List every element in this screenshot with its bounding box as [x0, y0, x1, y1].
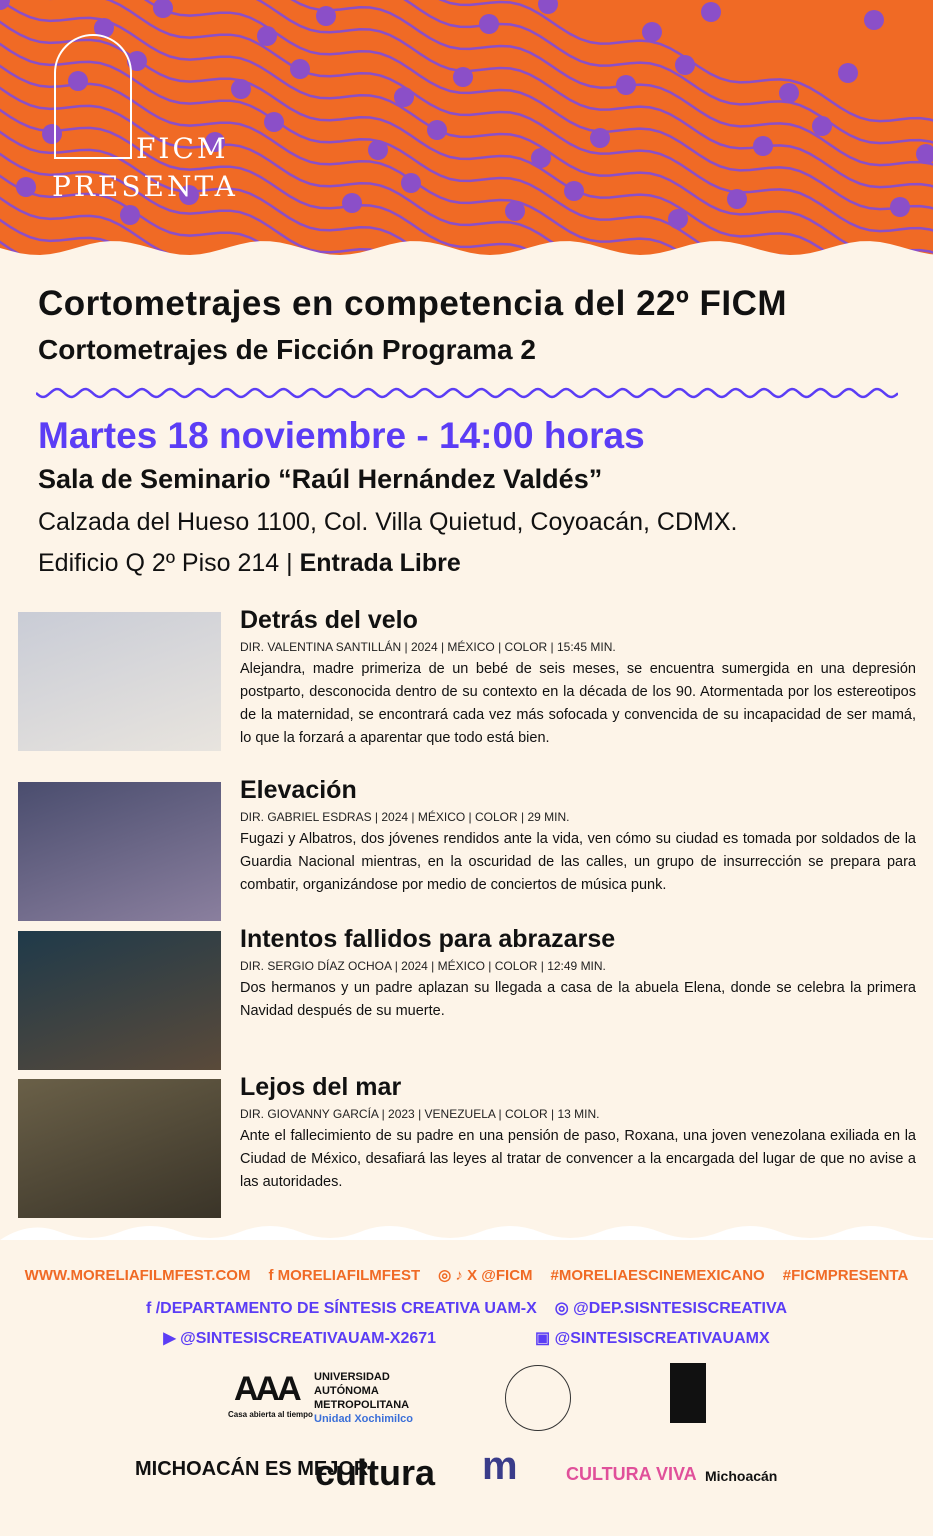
uam-line3: METROPOLITANA	[314, 1399, 410, 1411]
event-venue: Sala de Seminario “Raúl Hernández Valdés”	[38, 464, 603, 494]
film-title: Elevación	[240, 776, 357, 804]
film-still	[18, 782, 221, 921]
film-credits: DIR. VALENTINA SANTILLÁN | 2024 | MÉXICO | COLOR | 15:45 MIN.	[240, 640, 616, 654]
social-handle[interactable]: ◎ ♪ X @FICM	[438, 1267, 533, 1284]
instagram-link[interactable]: ◎ @DEP.SISNTESISCREATIVA	[554, 1300, 788, 1317]
event-building	[38, 549, 461, 578]
facebook-link[interactable]: f MORELIAFILMFEST	[268, 1267, 421, 1284]
film-credits: DIR. GIOVANNY GARCÍA | 2023 | VENEZUELA | COLOR | 13 MIN.	[240, 1107, 600, 1121]
film-still	[18, 931, 221, 1070]
film-synopsis: Dos hermanos y un padre aplazan su llegada a casa de la abuela Elena, donde se celebra la primera Navidad después de su muerte.	[240, 980, 916, 1019]
event-address: Calzada del Hueso 1100, Col. Villa Quietud, Coyoacán, CDMX.	[38, 508, 738, 536]
film-title: Intentos fallidos para abrazarse	[240, 925, 616, 953]
film-item	[18, 606, 918, 752]
social-row-2	[0, 1298, 933, 1318]
film-credits: DIR. GABRIEL ESDRAS | 2024 | MÉXICO | COLOR | 29 MIN.	[240, 810, 570, 824]
durango-logo	[670, 1363, 706, 1423]
page-subtitle: Cortometrajes de Ficción Programa 2	[38, 334, 536, 365]
event-date: Martes 18 noviembre - 14:00 horas	[38, 415, 645, 456]
social-row-3	[0, 1328, 933, 1348]
uam-tag: Casa abierta al tiempo	[228, 1410, 313, 1419]
cultura-viva-logo: CULTURA VIVA	[566, 1464, 697, 1484]
film-item	[18, 1073, 918, 1219]
film-item	[18, 925, 918, 1071]
michoacan-logo: Michoacán	[705, 1468, 778, 1484]
uam-line1: UNIVERSIDAD	[314, 1371, 390, 1383]
uam-line2: AUTÓNOMA	[314, 1385, 379, 1397]
film-title: Lejos del mar	[240, 1073, 402, 1101]
wave-divider	[36, 385, 898, 401]
youtube-link[interactable]: ▶ @SINTESISCREATIVAUAM-X2671	[163, 1330, 437, 1347]
film-item	[18, 776, 918, 922]
hashtag: #MORELIAESCINEMEXICANO	[550, 1267, 765, 1284]
michoacan-mejor-logo: MICHOACÁN ES MEJOR	[135, 1458, 369, 1480]
film-synopsis: Ante el fallecimiento de su padre en una pensión de paso, Roxana, una joven venezolana exiliada en la Ciudad de México, desafiará las leyes al tratar de convencer a la encargada del lugar de que no avise a las autoridades.	[240, 1128, 916, 1190]
entry-label: Entrada Libre	[299, 549, 461, 577]
footer-wave	[0, 1220, 933, 1240]
logo-text: FICM	[136, 132, 229, 165]
building: Edificio Q 2º Piso 214 |	[38, 549, 300, 577]
m-logo: m	[482, 1444, 518, 1488]
film-still	[18, 612, 221, 751]
sintesis-creativa-logo	[505, 1365, 571, 1431]
facebook-uam-link[interactable]: f /DEPARTAMENTO DE SÍNTESIS CREATIVA UAM-X	[145, 1300, 537, 1317]
website-link[interactable]: WWW.MORELIAFILMFEST.COM	[24, 1267, 251, 1284]
uam-line4: Unidad Xochimilco	[314, 1413, 414, 1425]
film-credits: DIR. SERGIO DÍAZ OCHOA | 2024 | MÉXICO | COLOR | 12:49 MIN.	[240, 959, 606, 973]
film-synopsis: Fugazi y Albatros, dos jóvenes rendidos ante la vida, ven cómo su ciudad es tomada por soldados de la Guardia Nacional mientras, en la oscuridad de las calles, un grupo de insurrección se prepara para combatir, organizándose por medio de conciertos de música punk.	[240, 831, 916, 893]
film-still	[18, 1079, 221, 1218]
cultura-logo: cultura	[315, 1452, 436, 1493]
film-title: Detrás del velo	[240, 606, 418, 634]
film-synopsis: Alejandra, madre primeriza de un bebé de seis meses, se encuentra sumergida en una depresión postparto, desconocida dentro de su contexto en la década de los 90. Atormentada por los estereotipos de la maternidad, se encontrará cada vez más sofocada y convencida de su incapacidad de ser mamá, lo que la forzará a aparentar que todo está bien.	[240, 661, 916, 746]
page-title: Cortometrajes en competencia del 22º FICM	[38, 284, 788, 323]
social-row-1	[0, 1266, 933, 1284]
logo-text-2: PRESENTA	[52, 170, 238, 203]
hashtag-2: #FICMPRESENTA	[782, 1267, 909, 1284]
twitch-link[interactable]: ▣ @SINTESISCREATIVAUAMX	[535, 1330, 770, 1347]
